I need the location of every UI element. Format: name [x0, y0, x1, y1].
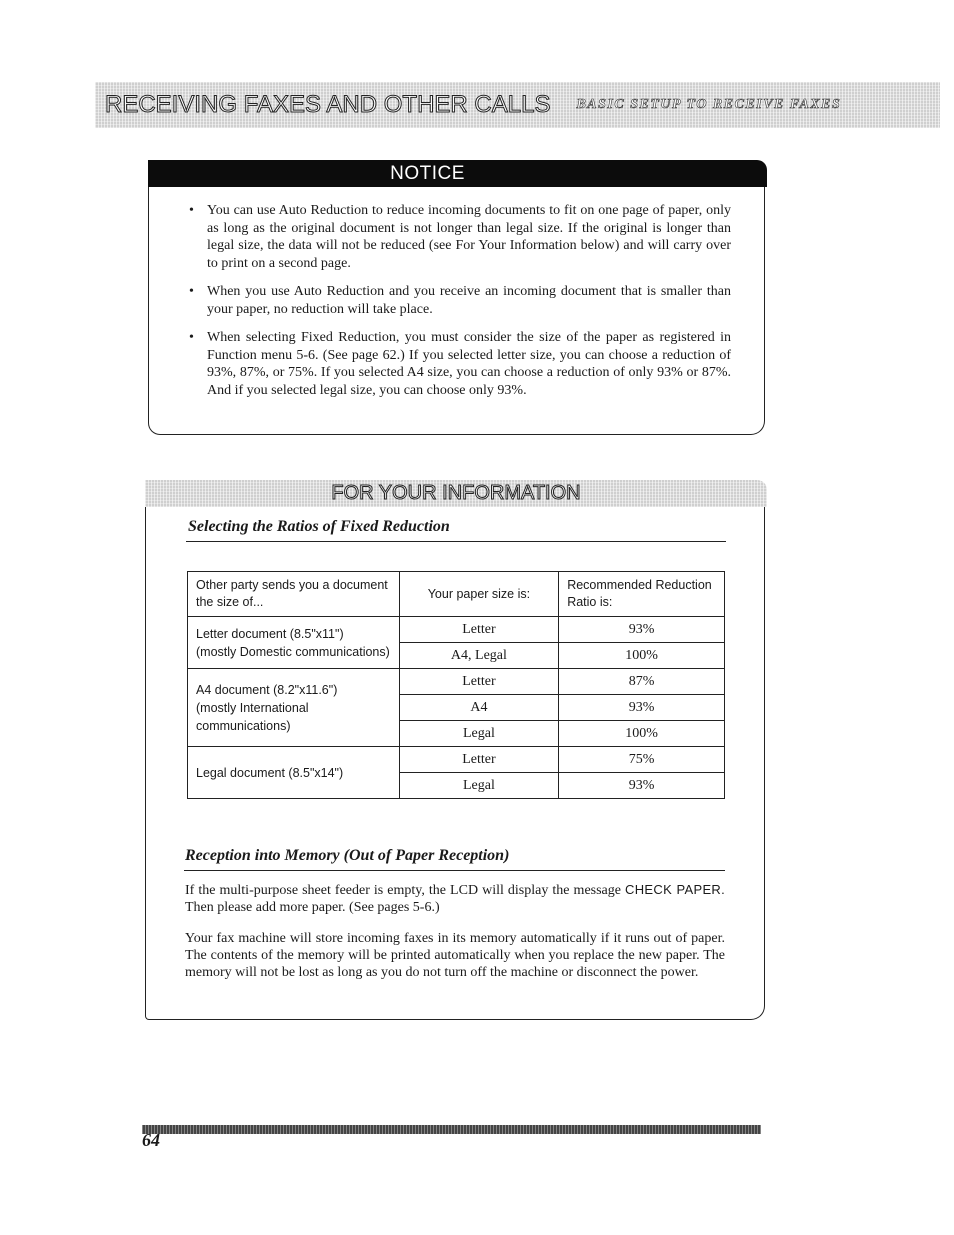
- ratio-cell: 100%: [559, 643, 725, 669]
- info-title-bar: [145, 480, 767, 507]
- section-subtitle: BASIC SETUP TO RECEIVE FAXES: [576, 97, 842, 112]
- paper-size-cell: Letter: [399, 617, 559, 643]
- bullet-icon: •: [189, 284, 194, 299]
- document-size-note: (mostly Domestic communications): [196, 644, 390, 659]
- notice-item: [186, 329, 731, 399]
- paper-size-cell: Legal: [399, 773, 559, 799]
- notice-title: NOTICE: [390, 162, 465, 184]
- footer-rule: [142, 1125, 761, 1134]
- paragraph-text: If the multi-purpose sheet feeder is empty, the LCD will display the message: [185, 883, 621, 898]
- paper-size-cell: Letter: [399, 669, 559, 695]
- notice-item: [186, 283, 731, 318]
- document-size-label: Letter document (8.5"x11"): [196, 626, 344, 641]
- document-size-label: Legal document (8.5"x14"): [196, 765, 344, 780]
- info-title: FOR YOUR INFORMATION: [331, 482, 581, 504]
- heading-rule: [186, 541, 726, 542]
- document-size-cell: [188, 747, 400, 799]
- document-size-cell: [188, 669, 400, 747]
- table-header-ratio: Recommended Reduction Ratio is:: [559, 572, 725, 617]
- reduction-ratio-table: [187, 571, 725, 799]
- ratio-cell: 75%: [559, 747, 725, 773]
- ratio-cell: 100%: [559, 721, 725, 747]
- table-header-document: Other party sends you a document the size of...: [188, 572, 400, 617]
- table-header-paper: Your paper size is:: [399, 572, 559, 617]
- paper-size-cell: A4, Legal: [399, 643, 559, 669]
- table-header-row: [188, 572, 725, 617]
- chapter-title: RECEIVING FAXES AND OTHER CALLS: [105, 91, 551, 118]
- bullet-icon: •: [189, 203, 194, 218]
- paper-size-cell: A4: [399, 695, 559, 721]
- notice-item-text: When you use Auto Reduction and you receive an incoming document that is smaller than your paper, no reduction will take place.: [207, 284, 731, 317]
- table-row: [188, 669, 725, 695]
- chapter-header-band: [95, 82, 940, 128]
- notice-title-bar: [148, 160, 767, 187]
- section-heading-fixed-reduction: Selecting the Ratios of Fixed Reduction: [188, 518, 450, 535]
- ratio-cell: 87%: [559, 669, 725, 695]
- notice-item-text: When selecting Fixed Reduction, you must consider the size of the paper as registered in Function menu 5-6. (See page 62.) If you selected letter size, you can choose a reduction of 93%, 87%, or 75%. If you selected A4 size, you can choose a reduction of only 93% or 87%. And if you selected legal size, you can choose only 93%.: [207, 330, 731, 398]
- document-size-label: A4 document (8.2"x11.6"): [196, 682, 338, 697]
- document-size-note: (mostly International communications): [196, 700, 309, 733]
- notice-item: [186, 202, 731, 272]
- ratio-cell: 93%: [559, 617, 725, 643]
- paragraph-text: Then please add more paper. (See pages 5-6.): [185, 900, 440, 915]
- ratio-cell: 93%: [559, 773, 725, 799]
- heading-rule: [184, 870, 725, 871]
- ratio-cell: 93%: [559, 695, 725, 721]
- paragraph-memory: Your fax machine will store incoming faxes in its memory automatically if it runs out of paper. The contents of the memory will be printed automatically when you replace the new paper. The memory will not be lost as long as you do not turn off the machine or disconnect the power.: [185, 931, 725, 980]
- bullet-icon: •: [189, 330, 194, 345]
- notice-list: [186, 202, 731, 410]
- page-number: 64: [142, 1130, 160, 1150]
- section-heading-memory-reception: Reception into Memory (Out of Paper Reception): [185, 847, 510, 864]
- document-size-cell: [188, 617, 400, 669]
- notice-item-text: You can use Auto Reduction to reduce incoming documents to fit on one page of paper, only as long as the original document is not longer than legal size. If the original is longer than legal size, the data will not be reduced (see For Your Information below) and will carry over to print on a second page.: [207, 203, 731, 271]
- table-row: [188, 617, 725, 643]
- paper-size-cell: Legal: [399, 721, 559, 747]
- paper-size-cell: Letter: [399, 747, 559, 773]
- lcd-message: CHECK PAPER.: [625, 882, 726, 897]
- paragraph-check-paper: [185, 881, 725, 916]
- table-row: [188, 747, 725, 773]
